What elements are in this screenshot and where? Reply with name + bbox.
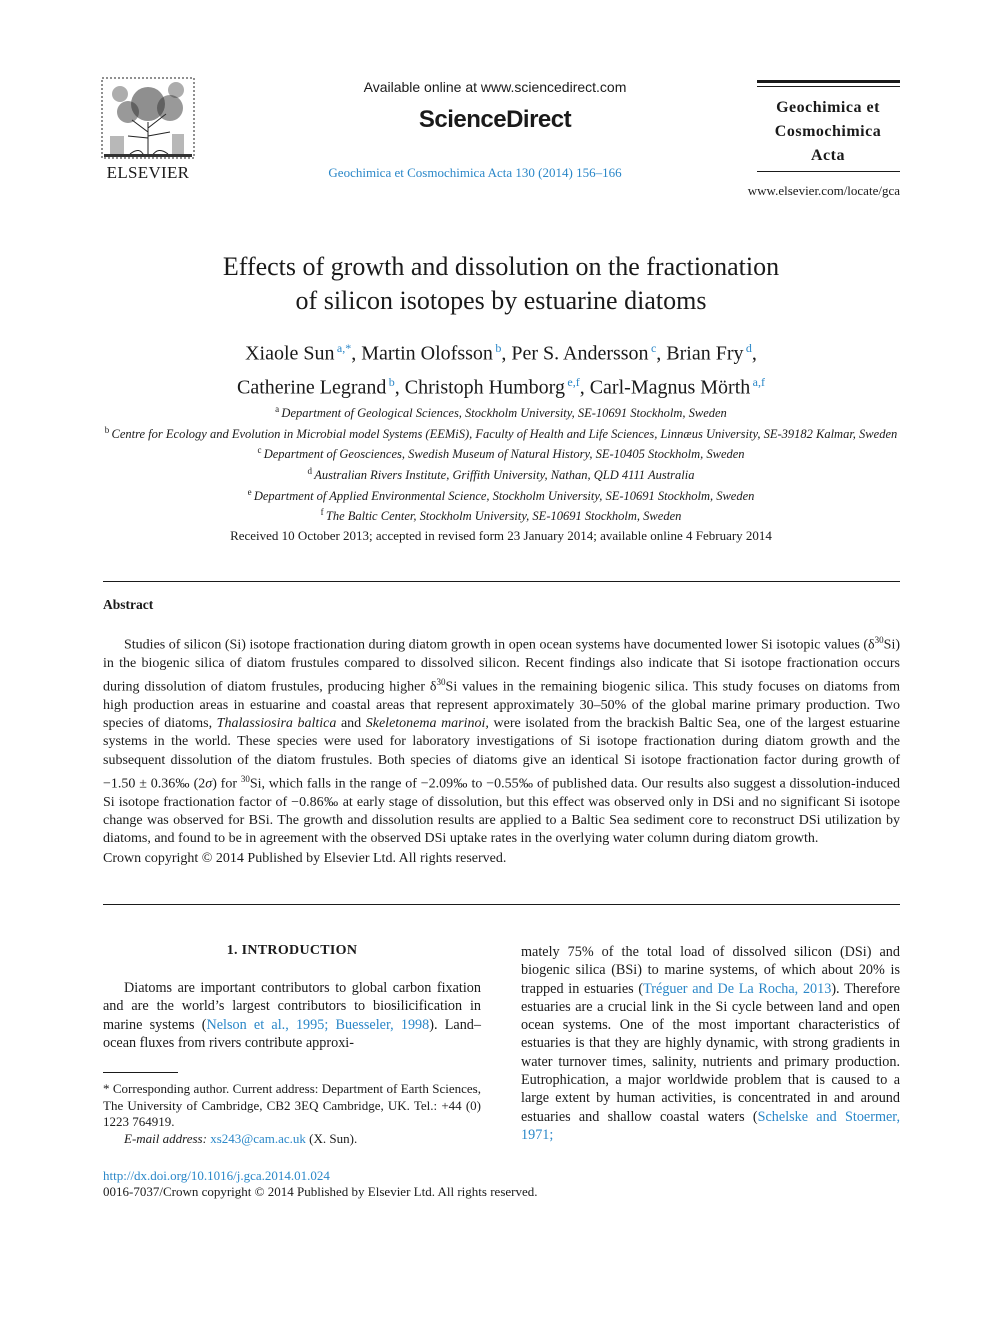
affiliation-key: c: [257, 445, 264, 456]
affiliation-key: f: [320, 507, 326, 518]
author-separator: ,: [501, 342, 512, 365]
email-suffix: (X. Sun).: [305, 1130, 358, 1146]
intro-left-column: [103, 979, 481, 1052]
author-line: [100, 334, 902, 368]
corresponding-author-footnote: [103, 1081, 481, 1147]
email-link[interactable]: xs243@cam.ac.uk: [210, 1130, 306, 1146]
author-affiliation-marker[interactable]: e,f: [564, 374, 580, 389]
affiliations: [100, 401, 902, 525]
affiliation-item: [100, 401, 902, 422]
intro-paragraph: [521, 943, 900, 1144]
author-affiliation-marker[interactable]: a,*: [334, 341, 352, 355]
text-run: Skeletonema marinoi,: [365, 716, 489, 732]
text-run: 30: [240, 773, 250, 784]
journal-url-link[interactable]: www.elsevier.com/locate/gca: [747, 183, 900, 198]
author-separator: ,: [751, 342, 757, 365]
citation-link[interactable]: Nelson et al., 1995; Buesseler, 1998: [206, 1016, 430, 1033]
journal-box-bottom-rule: [757, 171, 900, 172]
author-name: Per S. Andersson: [511, 342, 649, 365]
text-run: Si, which falls in the range of −2.09‰ to −0.55‰ of published data. Our results also suggest a dissolution-induced Si isotope fractionation factor of −0.86‰ at early stage of dissolution, but this effect was observed only in DSi and no significant Si isotope change was observed for BSi. The growth and dissolution results are applied to a Baltic Sea sediment core to reconstruct DSi utilization by diatoms, and found to be in agreement with the observed DSi uptake rates in the overlying water column during diatom growth.: [103, 776, 900, 846]
author-affiliation-marker[interactable]: d: [743, 341, 752, 355]
author-separator: ,: [656, 342, 667, 365]
affiliation-text: Department of Geosciences, Swedish Museum of Natural History, SE-10405 Stockholm, Sweden: [263, 447, 745, 462]
citation-link[interactable]: Tréguer and De La Rocha, 2013: [643, 980, 832, 997]
affiliation-text: Department of Geological Sciences, Stockholm University, SE-10691 Stockholm, Sweden: [281, 406, 727, 421]
title-line: Effects of growth and dissolution on the fractionation: [222, 252, 780, 281]
text-run: 30: [874, 635, 884, 645]
journal-box-top-rule: [757, 80, 900, 83]
article-title: [100, 250, 902, 318]
affiliation-key: a: [275, 404, 282, 414]
abstract-paragraph: [103, 631, 900, 848]
author-separator: ,: [351, 342, 362, 365]
journal-name-line: Geochimica et: [776, 99, 880, 116]
author-name: Christoph Humborg: [404, 376, 565, 399]
text-run: σ: [205, 776, 213, 792]
issn-copyright: 0016-7037/Crown copyright © 2014 Published by Elsevier Ltd. All rights reserved.: [103, 1184, 538, 1199]
affiliation-text: Centre for Ecology and Evolution in Microbial model Systems (EEMiS), Faculty of Health and Life Sciences, Linnæus University, SE-39182 Kalmar, Sweden: [111, 426, 898, 441]
affiliation-item: [100, 504, 902, 525]
citation-link[interactable]: Schelske and Stoermer, 1971;: [521, 1108, 900, 1143]
footnote-rule: [103, 1072, 178, 1073]
text-run: Thalassiosira baltica: [216, 716, 337, 732]
author-affiliation-marker[interactable]: b: [386, 374, 395, 389]
abstract-bottom-rule: [103, 904, 900, 905]
affiliation-text: Department of Applied Environmental Science, Stockholm University, SE-10691 Stockholm, Sweden: [253, 488, 755, 503]
text-run: ). Therefore estuaries are a crucial link in the Si cycle between land and open ocean systems. One of the most important characteristics of estuaries is that they are highly dynamic, with strong gradients in water turnover times, salinity, nutrients and primary production. Eutrophication, a major worldwide problem that is caused to a large extent by human activities, is concentrated in and around estuaries and shallow coastal waters (: [521, 980, 900, 1125]
abstract-top-rule: [103, 581, 900, 582]
affiliation-text: Australian Rivers Institute, Griffith University, Nathan, QLD 4111 Australia: [314, 468, 695, 483]
affiliation-item: [100, 442, 902, 463]
abstract-heading: Abstract: [103, 597, 154, 612]
affiliation-key: d: [307, 465, 315, 476]
available-online-text: Available online at www.sciencedirect.com: [363, 79, 627, 95]
author-affiliation-marker[interactable]: a,f: [750, 374, 765, 389]
intro-paragraph: [103, 979, 481, 1052]
text-run: Si values in the remaining biogenic silica. This study focuses on diatoms from high production areas in estuarine and coastal areas that represent approximately 30–50% of the global marine primary production. Two species of diatoms,: [103, 679, 900, 732]
author-name: Carl-Magnus Mörth: [589, 376, 751, 399]
text-run: were isolated from the brackish Baltic Sea, one of the largest estuarine systems in the world. These species were used for laboratory investigations of Si isotope fractionation during diatom growth and the subsequent dissolution of the diatom frustules. Both species of diatoms give an identical Si isotope fractionation factor during growth of −1.50 ± 0.36‰ (2: [103, 716, 901, 792]
journal-name-line: Cosmochimica: [774, 123, 882, 140]
affiliation-item: [100, 484, 902, 505]
journal-name: [742, 96, 914, 168]
title-line: of silicon isotopes by estuarine diatoms: [295, 286, 707, 315]
author-line: [100, 368, 902, 402]
author-list: [100, 334, 902, 401]
text-run: mately 75% of the total load of dissolved silicon (DSi) and biogenic silica (BSi) to marine systems, of which about 20% is trapped in estuaries (: [521, 944, 900, 997]
abstract-copyright: Crown copyright © 2014 Published by Elsevier Ltd. All rights reserved.: [103, 851, 507, 866]
intro-right-column: [521, 943, 900, 1144]
author-name: Martin Olofsson: [361, 342, 493, 365]
publisher-wordmark: ELSEVIER: [106, 163, 190, 182]
journal-citation-link[interactable]: Geochimica et Cosmochimica Acta 130 (2014) 156–166: [328, 165, 622, 180]
text-run: Studies of silicon (Si) isotope fractionation during diatom growth in open ocean systems have documented lower Si isotopic values (δ: [124, 637, 875, 653]
author-separator: ,: [579, 376, 590, 399]
author-affiliation-marker[interactable]: b: [492, 341, 502, 355]
affiliation-item: [100, 422, 902, 443]
affiliation-item: [100, 463, 902, 484]
text-run: Diatoms are important contributors to global carbon fixation and are the world’s largest contributors to biosilicification in marine systems (: [103, 980, 481, 1033]
journal-name-line: Acta: [811, 147, 845, 164]
affiliation-key: e: [247, 486, 254, 497]
text-run: ) for: [212, 776, 241, 792]
affiliation-key: b: [104, 424, 112, 435]
abstract-body: [103, 631, 900, 848]
text-run: and: [336, 716, 366, 732]
received-dates: Received 10 October 2013; accepted in revised form 23 January 2014; available online 4 February 2014: [230, 528, 772, 543]
affiliation-text: The Baltic Center, Stockholm University, SE-10691 Stockholm, Sweden: [325, 509, 682, 524]
doi-link[interactable]: http://dx.doi.org/10.1016/j.gca.2014.01.024: [103, 1168, 330, 1183]
text-run: Si) in the biogenic silica of diatom frustules compared to dissolved silicon. Recent findings also indicate that Si isotope fractionation occurs during dissolution of diatom frustules, producing higher δ: [103, 637, 900, 695]
text-run: ). Land–ocean fluxes from rivers contribute approxi-: [103, 1016, 481, 1051]
author-name: Catherine Legrand: [237, 376, 387, 399]
section-heading-introduction: 1. INTRODUCTION: [226, 943, 358, 958]
text-run: 30: [436, 677, 446, 688]
journal-box-top-thin-rule: [757, 86, 900, 87]
author-name: Brian Fry: [666, 342, 744, 365]
platform-logo: ScienceDirect: [418, 106, 572, 133]
author-name: Xiaole Sun: [245, 342, 335, 365]
author-separator: ,: [394, 376, 405, 399]
author-affiliation-marker[interactable]: c: [648, 341, 657, 355]
email-label: E-mail address:: [124, 1130, 207, 1146]
footnote-text: * Corresponding author. Current address: Department of Earth Sciences, The University of Cambridge, CB2 3EQ Cambridge, UK. Tel.: +44 (0) 1223 764919.: [103, 1081, 481, 1129]
